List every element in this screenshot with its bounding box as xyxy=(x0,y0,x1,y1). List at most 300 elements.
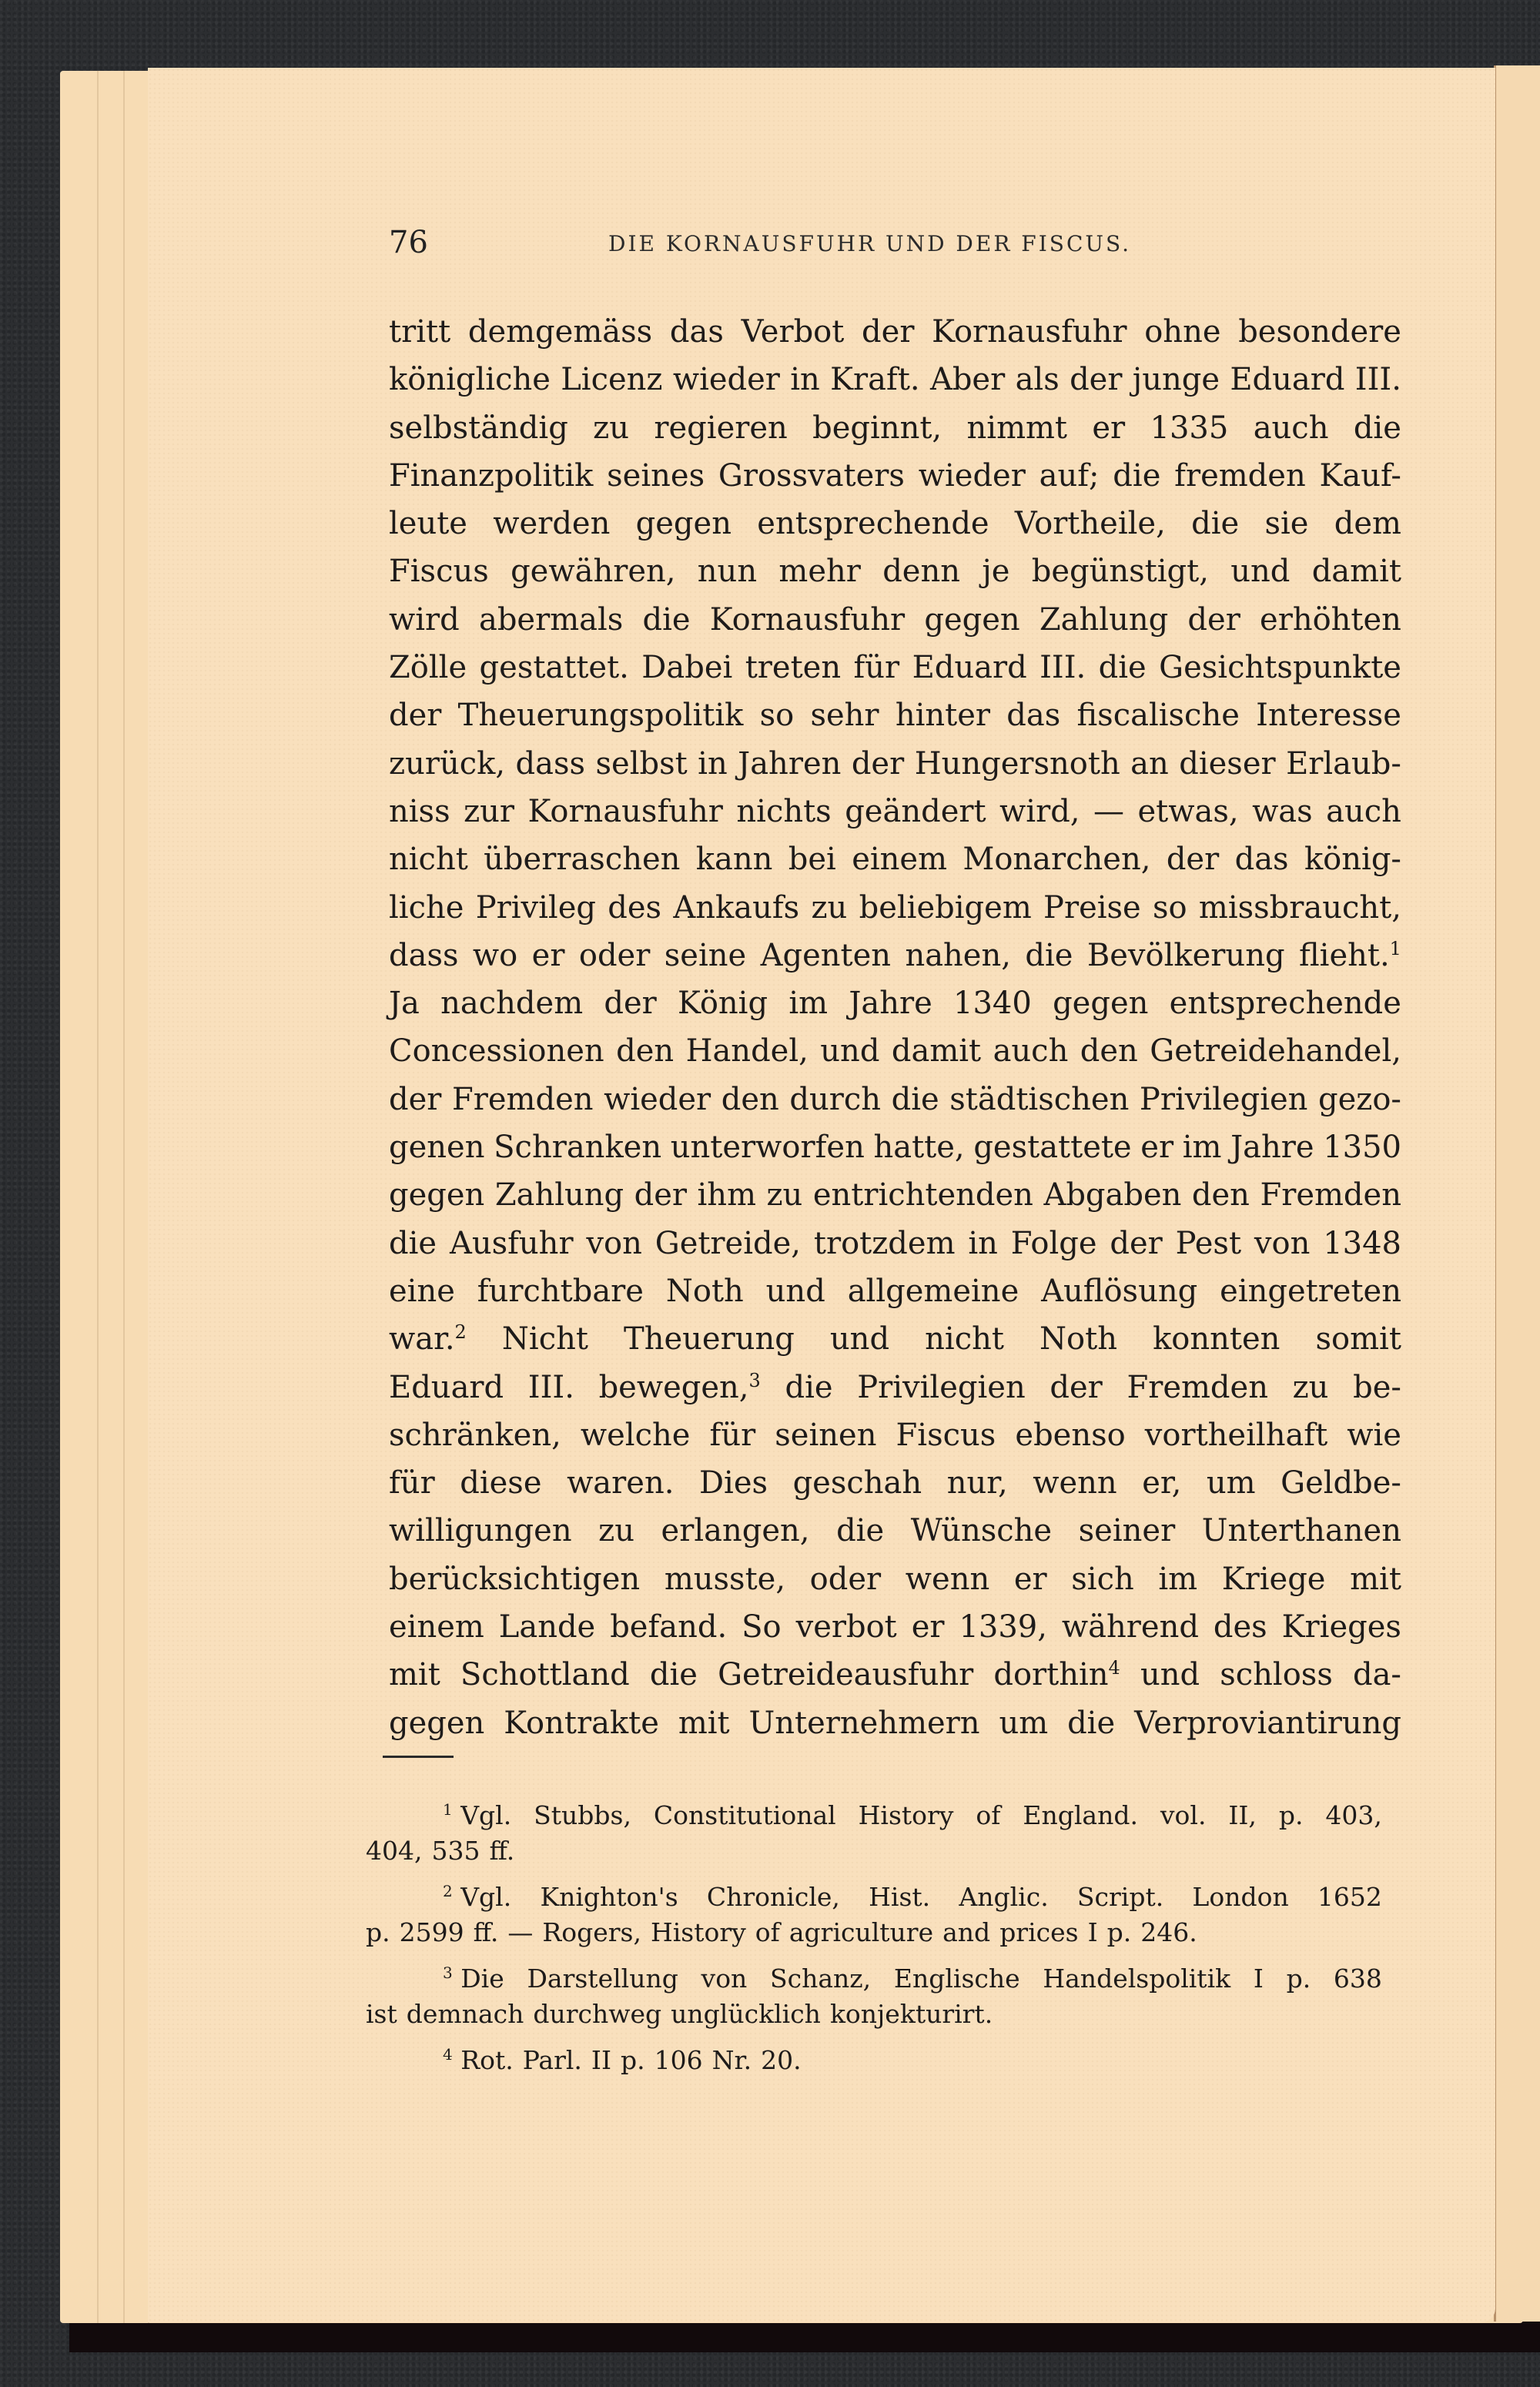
word: sehr xyxy=(810,698,879,734)
word: England. xyxy=(1023,1800,1138,1830)
body-line xyxy=(389,1027,1401,1075)
word: ebenso xyxy=(1015,1417,1126,1453)
word: I xyxy=(1087,1917,1098,1947)
word: 1340 xyxy=(953,986,1032,1022)
word: ist xyxy=(366,1999,397,2029)
word: von xyxy=(586,1225,642,1261)
word: III. xyxy=(527,1369,574,1405)
word: Bevölkerung xyxy=(1086,937,1285,973)
word: gegen xyxy=(389,1705,485,1741)
body-line xyxy=(389,1603,1401,1651)
body-line xyxy=(389,884,1401,932)
word: II xyxy=(591,2045,611,2075)
word: entsprechende xyxy=(1169,986,1401,1022)
word: treten xyxy=(745,650,842,686)
word: das xyxy=(1234,842,1289,878)
word: mit xyxy=(389,1657,440,1693)
word: damit xyxy=(891,1033,982,1070)
body-line xyxy=(389,1267,1401,1315)
stack-edge-line xyxy=(97,71,99,2323)
word: 403, xyxy=(1325,1800,1382,1830)
word: und xyxy=(820,1033,880,1070)
word: die xyxy=(1353,410,1401,446)
word: der xyxy=(634,1177,688,1214)
word: seine xyxy=(664,937,747,973)
word: agriculture xyxy=(788,1917,934,1947)
word: das xyxy=(1006,698,1061,734)
word: Dabei xyxy=(641,650,733,686)
word: oder xyxy=(578,937,651,973)
word: als xyxy=(1015,362,1060,398)
word: niss xyxy=(389,793,450,829)
footnote-gap xyxy=(366,1869,1382,1880)
word: wo xyxy=(472,937,518,973)
word: Fiscus xyxy=(896,1417,996,1453)
word: fremden xyxy=(1174,457,1306,494)
word: erhöhten xyxy=(1260,601,1401,638)
body-line xyxy=(389,979,1401,1027)
footnote-number: 1 xyxy=(443,1800,453,1819)
word: um xyxy=(999,1705,1049,1741)
word: Auflösung xyxy=(1041,1273,1198,1309)
word: regieren xyxy=(654,410,788,446)
word: 1335 xyxy=(1150,410,1229,446)
word: den xyxy=(616,1033,675,1070)
word: eine xyxy=(389,1273,455,1309)
word: Hist. xyxy=(869,1882,931,1912)
word: $^4$ Rot. xyxy=(443,2045,514,2075)
word: Handel, xyxy=(685,1033,808,1070)
word: auch xyxy=(993,1033,1069,1070)
word: welche xyxy=(580,1417,691,1453)
word: Stubbs, xyxy=(534,1800,631,1830)
word: Kornausfuhr xyxy=(709,601,906,638)
word: 1339, xyxy=(959,1609,1047,1645)
word: Abgaben xyxy=(1043,1177,1182,1214)
word: begünstigt, xyxy=(1031,554,1209,590)
word: hinter xyxy=(895,698,990,734)
word: junge xyxy=(1132,362,1220,398)
word: tritt xyxy=(389,314,451,350)
word: Finanzpolitik xyxy=(389,457,594,494)
word: III. xyxy=(1354,362,1401,398)
word: willigungen xyxy=(389,1513,572,1549)
body-line xyxy=(389,932,1401,979)
footnote-rule xyxy=(383,1756,454,1758)
word: musste, xyxy=(664,1561,786,1597)
word: p. xyxy=(366,1917,390,1947)
word: auf; xyxy=(1039,457,1100,494)
word: der xyxy=(1187,601,1240,638)
word: — xyxy=(507,1917,534,1947)
word: Schranken xyxy=(494,1130,662,1166)
word: wird, xyxy=(999,793,1080,829)
word: 1350 xyxy=(1323,1130,1401,1166)
word: Interesse xyxy=(1256,698,1401,734)
word: die xyxy=(1098,650,1147,686)
body-line xyxy=(389,1076,1401,1123)
word: p. xyxy=(1106,1917,1132,1947)
word: seines xyxy=(607,457,705,494)
word: wenn xyxy=(905,1561,990,1597)
word: Wünsche xyxy=(910,1513,1053,1549)
word: nimmt xyxy=(966,410,1068,446)
page-number: 76 xyxy=(389,225,428,260)
word: Eduard xyxy=(1230,362,1345,398)
word: Kauf- xyxy=(1319,457,1401,494)
word: und xyxy=(1140,1657,1200,1693)
word: könig- xyxy=(1304,842,1401,878)
body-line xyxy=(389,1171,1401,1219)
word: 1348 xyxy=(1323,1225,1401,1261)
word: des xyxy=(1213,1609,1267,1645)
word: seinen xyxy=(775,1417,877,1453)
body-line xyxy=(389,644,1401,691)
word: somit xyxy=(1315,1321,1401,1358)
body-line xyxy=(389,452,1401,500)
word: Getreide, xyxy=(654,1225,802,1261)
word: 535 xyxy=(431,1836,480,1866)
word: III. xyxy=(1040,650,1086,686)
word: zurück, xyxy=(389,745,506,782)
word: wieder xyxy=(918,457,1026,494)
word: 638 xyxy=(1333,1964,1382,1994)
word: Fremden xyxy=(1260,1177,1401,1214)
body-line xyxy=(389,1315,1401,1363)
body-line xyxy=(389,1507,1401,1555)
word: nachdem xyxy=(440,986,584,1022)
word: einem xyxy=(389,1609,484,1645)
word: hatte, xyxy=(873,1130,965,1166)
footnote-line xyxy=(366,1997,1382,2032)
footnote-line xyxy=(366,1961,1382,1997)
body-line xyxy=(389,404,1401,452)
word: History xyxy=(650,1917,746,1947)
word: Hungersnoth xyxy=(914,745,1120,782)
word: für xyxy=(853,650,900,686)
body-line xyxy=(389,547,1401,595)
word: liche xyxy=(389,889,464,926)
word: so xyxy=(1153,889,1187,926)
word: einem xyxy=(852,842,948,878)
word: Folge xyxy=(1010,1225,1097,1261)
word: der xyxy=(389,698,442,734)
word: Nicht xyxy=(501,1321,588,1358)
word: Ja xyxy=(389,986,420,1022)
word: er xyxy=(1013,1561,1047,1597)
word: und xyxy=(1230,554,1291,590)
word: Kornausfuhr xyxy=(932,314,1127,350)
word: berücksichtigen xyxy=(389,1561,641,1597)
word: beginnt, xyxy=(812,410,942,446)
word: demnach xyxy=(406,1999,524,2029)
word: er xyxy=(531,937,565,973)
word: königliche xyxy=(389,362,551,398)
word: die xyxy=(1113,457,1161,494)
word: mehr xyxy=(778,554,861,590)
word: die xyxy=(785,1369,833,1405)
word: $^1$ Vgl. xyxy=(443,1800,512,1830)
word: Zahlung xyxy=(1039,601,1169,638)
word: Krieges xyxy=(1281,1609,1401,1645)
word: der xyxy=(1070,362,1123,398)
word: König xyxy=(678,986,768,1022)
word: $^3$ Die xyxy=(443,1964,504,1994)
word: allgemeine xyxy=(847,1273,1019,1309)
word: ff. xyxy=(489,1836,515,1866)
adjacent-page-edge xyxy=(1494,65,1540,2322)
word: so xyxy=(759,698,795,734)
word: genen xyxy=(389,1130,485,1166)
word: Eduard xyxy=(912,650,1027,686)
word: and xyxy=(942,1917,991,1947)
word: bei xyxy=(788,842,836,878)
word: er xyxy=(1092,410,1126,446)
word: Dies xyxy=(698,1465,768,1502)
word: Anglic. xyxy=(959,1882,1049,1912)
word: — xyxy=(1093,793,1125,829)
word: wenn xyxy=(1033,1465,1117,1502)
word: Ankaufs xyxy=(673,889,800,926)
footnote-gap xyxy=(366,2032,1382,2043)
word: Getreideausfuhr xyxy=(718,1657,974,1693)
word: gestattet. xyxy=(479,650,629,686)
word: und xyxy=(765,1273,825,1309)
word: Unternehmern xyxy=(748,1705,980,1741)
word: von xyxy=(1254,1225,1311,1261)
body-line xyxy=(389,788,1401,835)
word: er xyxy=(911,1609,945,1645)
word: kann xyxy=(695,842,773,878)
footnote-line xyxy=(366,1833,1382,1869)
word: schränken, xyxy=(389,1417,561,1453)
word: der xyxy=(389,1081,442,1117)
word: der xyxy=(862,314,915,350)
word: Jahre xyxy=(849,986,932,1022)
word: seiner xyxy=(1078,1513,1176,1549)
word: Fremden xyxy=(451,1081,594,1117)
word: die xyxy=(649,1657,698,1693)
word: je xyxy=(982,554,1010,590)
word: nicht xyxy=(925,1321,1004,1358)
word: zu xyxy=(1292,1369,1329,1405)
word: So xyxy=(742,1609,782,1645)
word: der xyxy=(851,745,905,782)
word: beliebigem xyxy=(859,889,1032,926)
footnote-marker[interactable]: 1 xyxy=(1389,937,1401,959)
word: um xyxy=(1206,1465,1256,1502)
word: in xyxy=(698,745,728,782)
word: Grossvaters xyxy=(718,457,905,494)
word: Verproviantirung xyxy=(1134,1705,1401,1741)
word: städtischen xyxy=(949,1081,1130,1117)
word: nicht xyxy=(389,842,468,878)
word: wieder xyxy=(604,1081,711,1117)
word: Noth xyxy=(665,1273,744,1309)
word: er, xyxy=(1142,1465,1182,1502)
word: Getreidehandel, xyxy=(1150,1033,1401,1070)
word: die xyxy=(891,1081,939,1117)
word: zur xyxy=(464,793,515,829)
word: auch xyxy=(1326,793,1401,829)
word: etwas, xyxy=(1137,793,1239,829)
word: Knighton's xyxy=(540,1882,678,1912)
word: Constitutional xyxy=(653,1800,836,1830)
body-line xyxy=(389,691,1401,739)
footnote-number: 3 xyxy=(443,1964,453,1982)
word: nur, xyxy=(946,1465,1008,1502)
word: zu xyxy=(811,889,848,926)
word: der xyxy=(1166,842,1220,878)
word: Schottland xyxy=(460,1657,630,1693)
word: 2599 xyxy=(399,1917,464,1947)
word: befand. xyxy=(610,1609,728,1645)
word: Script. xyxy=(1076,1882,1164,1912)
word: den xyxy=(721,1081,779,1117)
word: die xyxy=(389,1225,437,1261)
word: Jahren xyxy=(738,745,842,782)
word: gegen xyxy=(635,506,732,542)
word: dorthin$^4$ xyxy=(993,1657,1120,1693)
word: Monarchen, xyxy=(962,842,1151,878)
word: oder xyxy=(809,1561,882,1597)
footnote-marker[interactable]: 2 xyxy=(454,1321,467,1344)
word: Gesichtspunkte xyxy=(1159,650,1401,686)
body-line xyxy=(389,1651,1401,1699)
word: 246. xyxy=(1140,1917,1197,1947)
body-line xyxy=(389,596,1401,644)
word: Kriege xyxy=(1221,1561,1326,1597)
word: Kontrakte xyxy=(504,1705,659,1741)
word: Zölle xyxy=(389,650,467,686)
word: von xyxy=(701,1964,748,1994)
word: of xyxy=(976,1800,1001,1830)
word: Zahlung xyxy=(494,1177,624,1214)
word: Noth xyxy=(1040,1321,1117,1358)
word: Kraft. xyxy=(830,362,920,398)
word: 106 xyxy=(654,2045,703,2075)
body-text xyxy=(389,308,1401,1747)
body-line xyxy=(389,1364,1401,1411)
word: missbraucht, xyxy=(1198,889,1401,926)
word: wie xyxy=(1347,1417,1401,1453)
word: dass xyxy=(515,745,586,782)
footnote-marker[interactable]: 4 xyxy=(1108,1657,1120,1679)
word: diese xyxy=(460,1465,542,1502)
word: p. xyxy=(1286,1964,1311,1994)
word: gewähren, xyxy=(511,554,676,590)
word: of xyxy=(755,1917,780,1947)
word: dass xyxy=(389,937,459,973)
word: gegen xyxy=(389,1177,485,1214)
word: Unterthanen xyxy=(1201,1513,1401,1549)
word: bewegen,$^3$ xyxy=(598,1369,761,1405)
word: dieser xyxy=(1179,745,1276,782)
body-line xyxy=(389,835,1401,883)
word: Privilegien xyxy=(857,1369,1026,1405)
word: im xyxy=(788,986,829,1022)
word: Preise xyxy=(1043,889,1141,926)
word: waren. xyxy=(567,1465,675,1502)
word: werden xyxy=(493,506,611,542)
word: auch xyxy=(1253,410,1329,446)
word: im xyxy=(1182,1130,1222,1166)
word: an xyxy=(1130,745,1169,782)
word: entrichtenden xyxy=(812,1177,1033,1214)
word: durch xyxy=(789,1081,882,1117)
word: die xyxy=(836,1513,885,1549)
footnote-number: 4 xyxy=(443,2045,453,2064)
word: gegen xyxy=(924,601,1020,638)
word: be- xyxy=(1353,1369,1401,1405)
word: Jahre xyxy=(1230,1130,1314,1166)
word: flieht.$^1$ xyxy=(1298,937,1401,973)
word: Fremden xyxy=(1127,1369,1268,1405)
word: der xyxy=(1050,1369,1103,1405)
word: Handelspolitik xyxy=(1043,1964,1231,1994)
word: vol. xyxy=(1160,1800,1207,1830)
word: entsprechende xyxy=(757,506,989,542)
word: die xyxy=(642,601,691,638)
body-line xyxy=(389,1123,1401,1171)
word: mit xyxy=(678,1705,730,1741)
word: Rogers, xyxy=(542,1917,641,1947)
footnote-line xyxy=(366,1915,1382,1950)
word: Privilegien xyxy=(1139,1081,1308,1117)
word: p. xyxy=(1278,1800,1304,1830)
word: in xyxy=(968,1225,998,1261)
word: wird xyxy=(389,601,460,638)
body-line xyxy=(389,1459,1401,1507)
word: nun xyxy=(697,554,758,590)
word: die xyxy=(1025,937,1073,973)
word: während xyxy=(1061,1609,1199,1645)
word: den xyxy=(1191,1177,1250,1214)
word: sich xyxy=(1071,1561,1134,1597)
word: gezo- xyxy=(1318,1081,1401,1117)
word: durchweg xyxy=(533,1999,662,2029)
body-line xyxy=(389,1220,1401,1267)
word: mit xyxy=(1350,1561,1401,1597)
word: selbständig xyxy=(389,410,568,446)
word: Licenz xyxy=(561,362,663,398)
word: konjekturirt. xyxy=(829,1999,993,2029)
word: abermals xyxy=(478,601,624,638)
word: Fiscus xyxy=(389,554,489,590)
word: die xyxy=(1067,1705,1116,1741)
footnotes xyxy=(366,1798,1382,2078)
word: Pest xyxy=(1175,1225,1242,1261)
word: da- xyxy=(1352,1657,1401,1693)
word: damit xyxy=(1311,554,1401,590)
word: und xyxy=(829,1321,890,1358)
word: der xyxy=(604,986,657,1022)
word: geändert xyxy=(845,793,986,829)
word: Chronicle, xyxy=(706,1882,840,1912)
word: sie xyxy=(1264,506,1309,542)
footnote-marker[interactable]: 3 xyxy=(748,1369,761,1391)
word: Nr. xyxy=(711,2045,752,2075)
body-line xyxy=(389,308,1401,356)
word: Schanz, xyxy=(770,1964,872,1994)
word: Darstellung xyxy=(527,1964,678,1994)
body-line xyxy=(389,1699,1401,1747)
word: überraschen xyxy=(484,842,681,878)
word: er xyxy=(1140,1130,1174,1166)
word: Englische xyxy=(893,1964,1020,1994)
word: leute xyxy=(389,506,467,542)
word: Aber xyxy=(929,362,1006,398)
